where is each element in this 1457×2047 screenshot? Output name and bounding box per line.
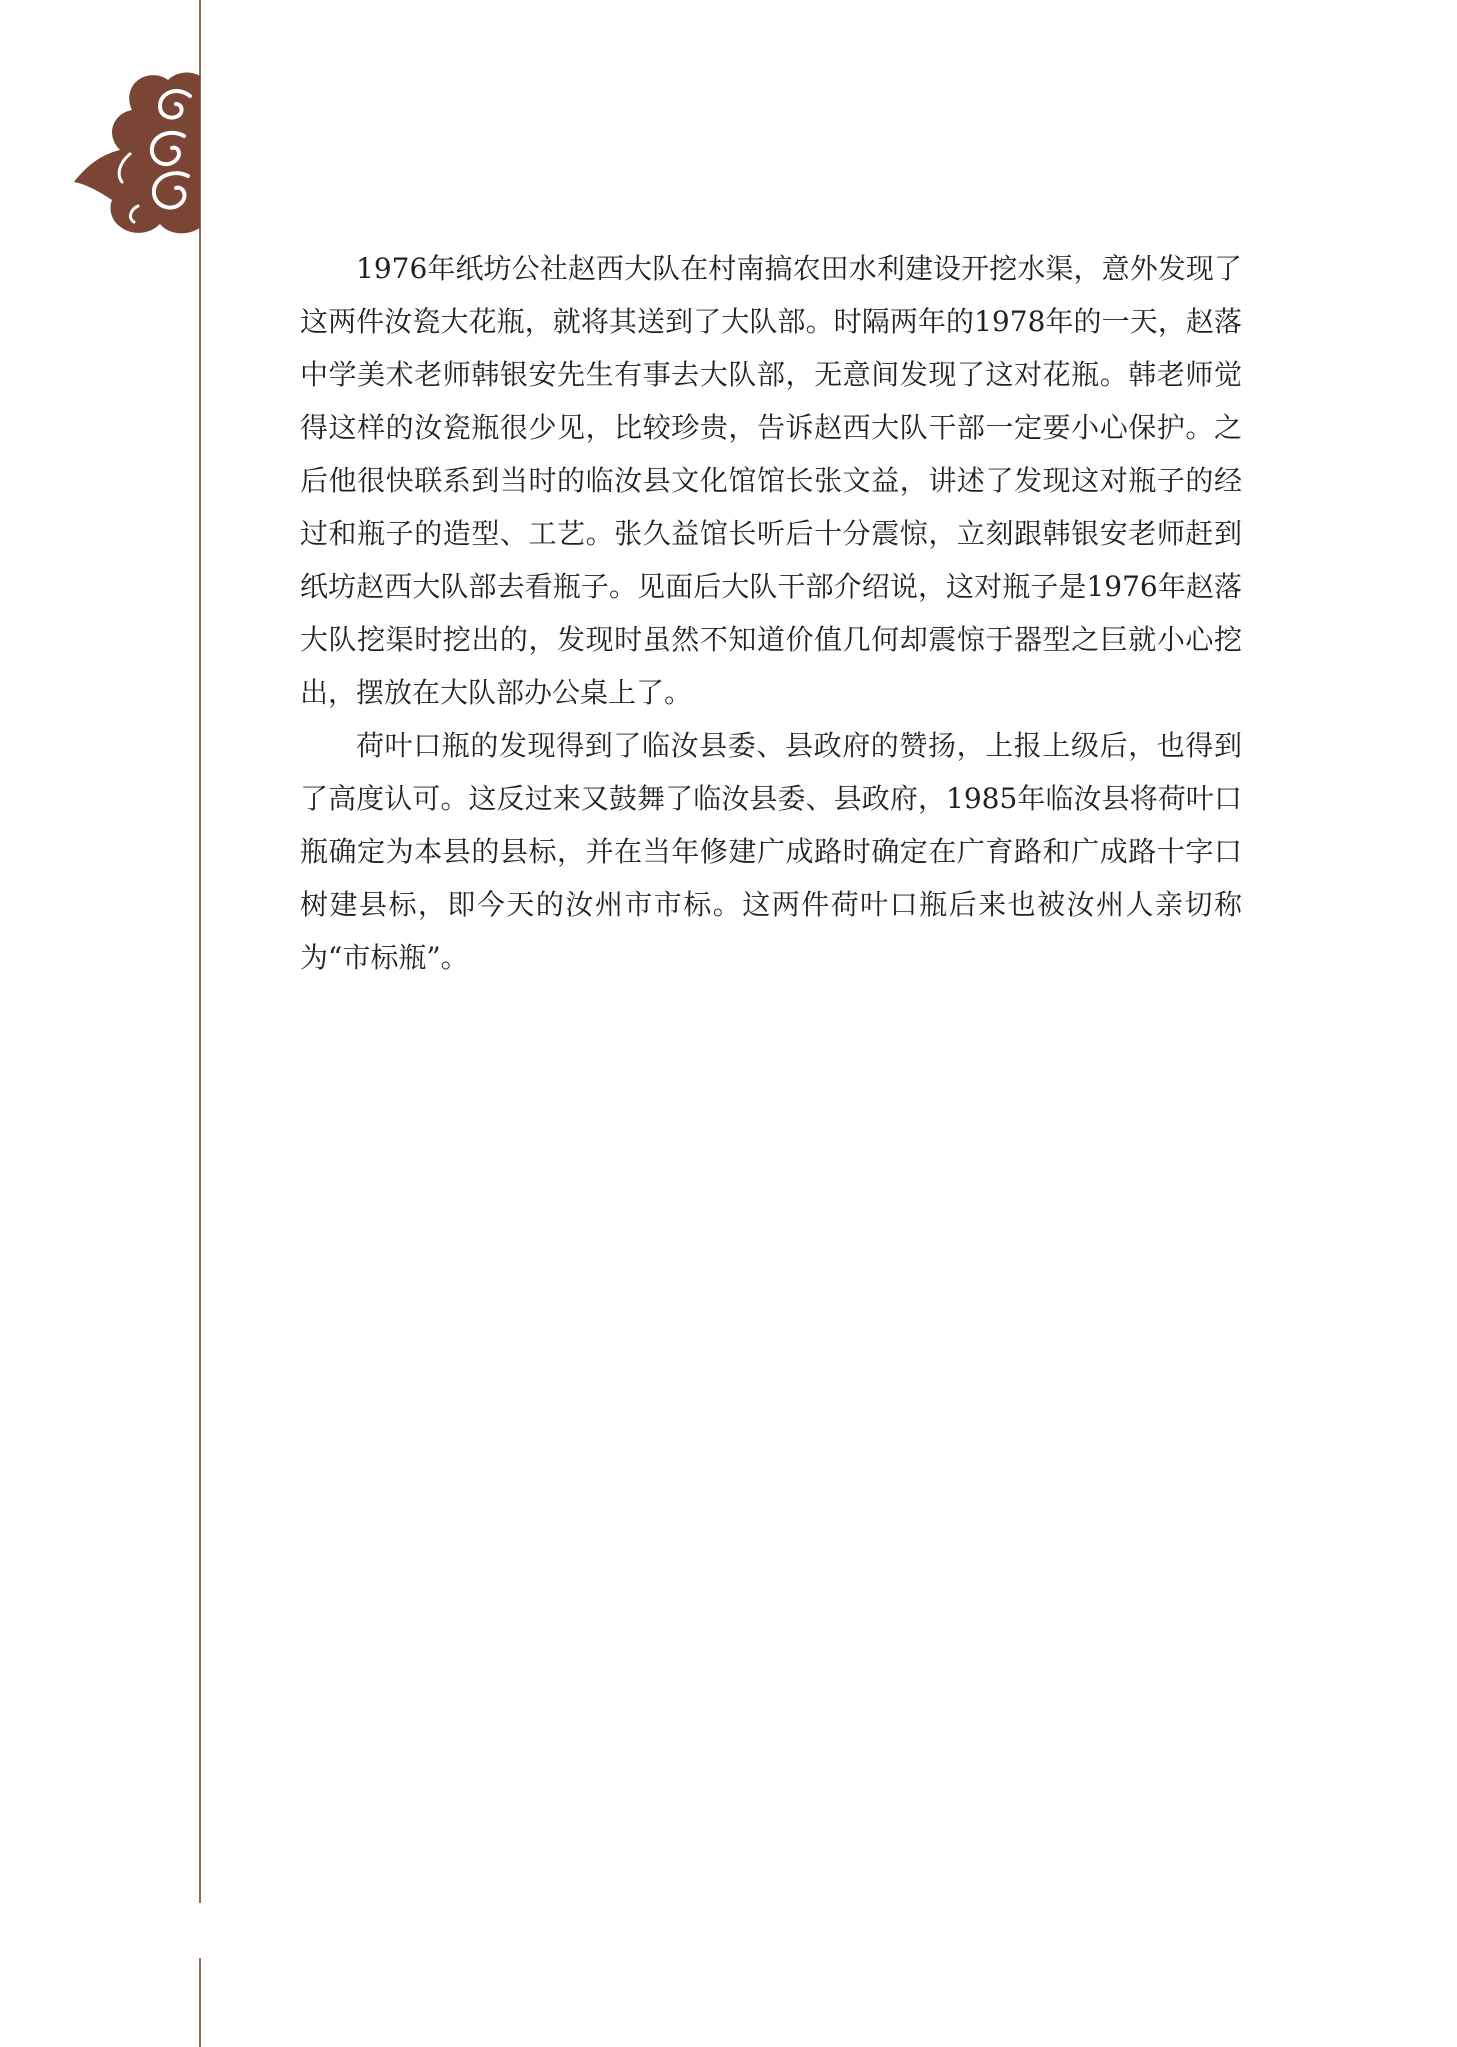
margin-rule-upper [199,0,201,1903]
body-text [300,242,1242,984]
paragraph-2: 荷叶口瓶的发现得到了临汝县委、县政府的赞扬，上报上级后，也得到了高度认可。这反过来又鼓舞了临汝县委、县政府，1985年临汝县将荷叶口瓶确定为本县的县标，并在当年修建广成路时确定在广育路和广成路十字口树建县标，即今天的汝州市市标。这两件荷叶口瓶后来也被汝州人亲切称为“市标瓶”。 [300,729,1242,974]
margin-rule-lower [199,1958,201,2047]
paragraph-1: 1976年纸坊公社赵西大队在村南搞农田水利建设开挖水渠，意外发现了这两件汝瓷大花瓶，就将其送到了大队部。时隔两年的1978年的一天，赵落中学美术老师韩银安先生有事去大队部，无意间发现了这对花瓶。韩老师觉得这样的汝瓷瓶很少见，比较珍贵，告诉赵西大队干部一定要小心保护。之后他很快联系到当时的临汝县文化馆馆长张文益，讲述了发现这对瓶子的经过和瓶子的造型、工艺。张久益馆长听后十分震惊，立刻跟韩银安老师赶到纸坊赵西大队部去看瓶子。见面后大队干部介绍说，这对瓶子是1976年赵落大队挖渠时挖出的，发现时虽然不知道价值几何却震惊于器型之巨就小心挖出，摆放在大队部办公桌上了。 [300,252,1242,709]
cloud-scroll-icon [72,70,204,238]
